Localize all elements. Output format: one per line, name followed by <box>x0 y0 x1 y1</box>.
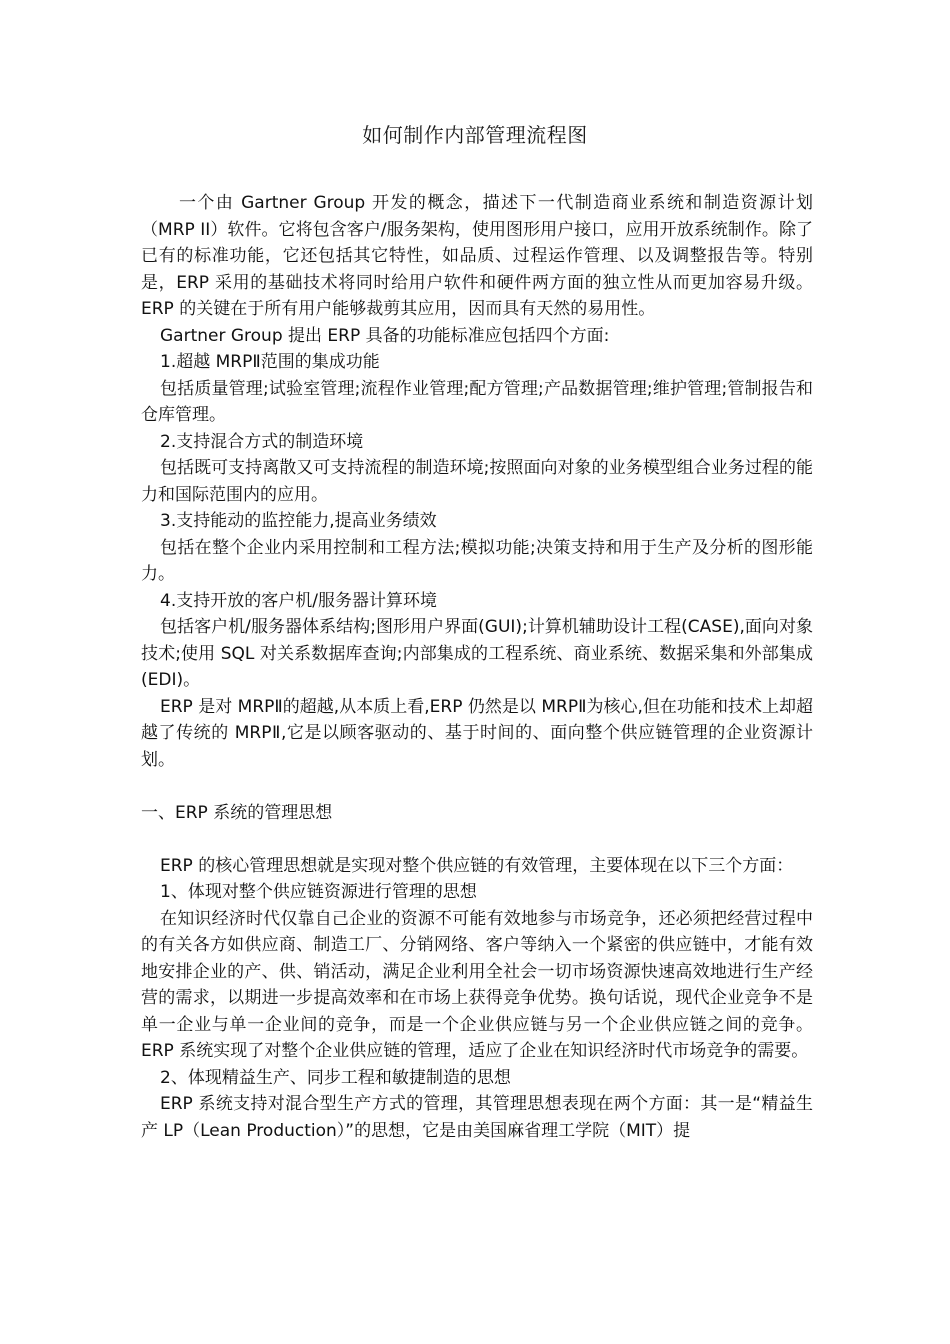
item4-title: 4.支持开放的客户机/服务器计算环境 <box>160 590 437 611</box>
s1-item1-title: 1、体现对整个供应链资源进行管理的思想 <box>160 882 477 902</box>
item2-body: 包括既可支持离散又可支持流程的制造环境;按照面向对象的业务模型组合业务过程的能力和国际范围内的应用。 <box>141 458 813 505</box>
item3-title: 3.支持能动的监控能力,提高业务绩效 <box>160 511 437 531</box>
item1-title: 1.超越 MRPⅡ范围的集成功能 <box>160 352 380 372</box>
s1-item2-title: 2、体现精益生产、同步工程和敏捷制造的思想 <box>160 1067 511 1088</box>
s1-item1-body: 在知识经济时代仅靠自己企业的资源不可能有效地参与市场竞争，还必须把经营过程中的有关各方如供应商、制造工厂、分销网络、客户等纳入一个紧密的供应链中，才能有效地安排企业的产、供、销活动，满足企业利用全社会一切市场资源快速高效地进行生产经营的需求，以期进一步提高效率和在市场上获得竞争优势。换句话说，现代企业竞争不是单一企业与单一企业间的竞争，而是一个企业供应链与另一个企业供应链之间的竞争。ERP 系统实现了对整个企业供应链的管理，适应了企业在知识经济时代市场竞争的需要。 <box>141 908 813 1061</box>
item1-body: 包括质量管理;试验室管理;流程作业管理;配方管理;产品数据管理;维护管理;管制报告和仓库管理。 <box>141 378 813 425</box>
s1-item2-body: ERP 系统支持对混合型生产方式的管理，其管理思想表现在两个方面：其一是“精益生产 LP（Lean Production）”的思想，它是由美国麻省理工学院（MIT）提 <box>141 1094 813 1141</box>
section-heading: 一、ERP 系统的管理思想 <box>141 802 333 823</box>
erp-summary-paragraph: ERP 是对 MRPⅡ的超越,从本质上看,ERP 仍然是以 MRPⅡ为核心,但在功能和技术上却超越了传统的 MRPⅡ,它是以顾客驱动的、基于时间的、面向整个供应链管理的企业资源计划。 <box>141 696 813 770</box>
page-title: 如何制作内部管理流程图 <box>362 123 588 147</box>
item2-title: 2.支持混合方式的制造环境 <box>160 431 364 452</box>
gartner-paragraph: Gartner Group 提出 ERP 具备的功能标准应包括四个方面: <box>160 325 610 346</box>
section1-intro: ERP 的核心管理思想就是实现对整个供应链的有效管理，主要体现在以下三个方面： <box>160 855 794 876</box>
intro-paragraph: 一个由 Gartner Group 开发的概念，描述下一代制造商业系统和制造资源计划（MRP II）软件。它将包含客户/服务架构，使用图形用户接口，应用开放系统制作。除了已有的标准功能，它还包括其它特性，如品质、过程运作管理、以及调整报告等。特别是，ERP 采用的基础技术将同时给用户软件和硬件两方面的独立性从而更加容易升级。ERP 的关键在于所有用户能够裁剪其应用，因而具有天然的易用性。 <box>141 193 813 319</box>
item4-body: 包括客户机/服务器体系结构;图形用户界面(GUI);计算机辅助设计工程(CASE),面向对象技术;使用 SQL 对关系数据库查询;内部集成的工程系统、商业系统、数据采集和外部集成 (EDI)。 <box>141 617 813 690</box>
document-body <box>141 190 813 1144</box>
item3-body: 包括在整个企业内采用控制和工程方法;模拟功能;决策支持和用于生产及分析的图形能力。 <box>141 537 813 584</box>
